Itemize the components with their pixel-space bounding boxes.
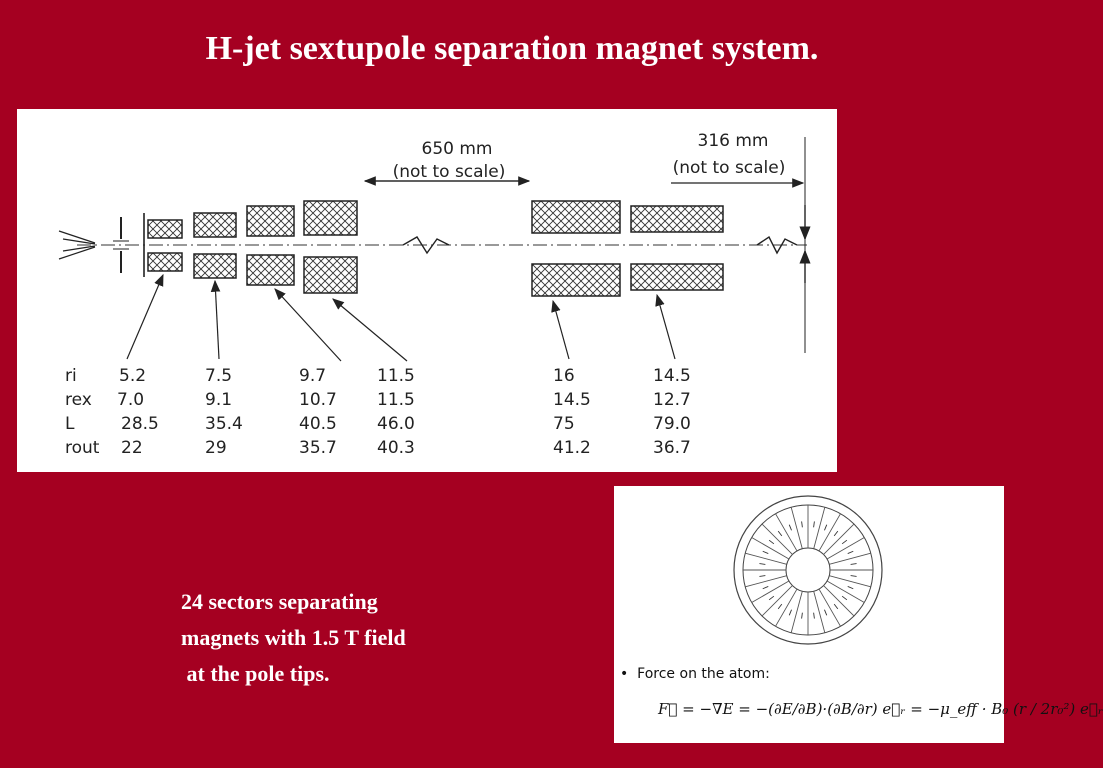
sector-divider [824, 586, 854, 616]
sector-spokes [743, 505, 873, 635]
field-arrow [763, 551, 769, 553]
field-arrow [802, 521, 803, 527]
field-arrow [834, 604, 838, 609]
cell: 22 [121, 438, 143, 458]
cell: 75 [553, 414, 575, 434]
cell: 14.5 [553, 390, 591, 410]
slide-title: H-jet sextupole separation magnet system. [205, 30, 819, 67]
row-label-L: L [65, 414, 75, 434]
field-arrow [759, 576, 765, 577]
cell: 41.2 [553, 438, 591, 458]
field-arrow [851, 564, 857, 565]
sector-divider [829, 553, 871, 564]
bullet-dot: • [620, 666, 638, 682]
dim1-note: (not to scale) [392, 162, 506, 182]
sector-divider [814, 507, 825, 549]
sector-magnet-panel [614, 486, 1103, 743]
field-arrow [789, 610, 791, 616]
dim1-value: 650 mm [421, 139, 493, 159]
sector-wheel [734, 496, 882, 644]
field-arrow [814, 613, 815, 619]
row-label-rout: rout [65, 438, 100, 458]
field-arrow [769, 540, 774, 544]
field-arrow [848, 551, 854, 553]
field-arrow [802, 613, 803, 619]
sector-divider [814, 591, 825, 633]
row-label-ri: ri [65, 366, 77, 386]
dim2-value: 316 mm [697, 131, 769, 151]
cell: 79.0 [653, 414, 691, 434]
cell: 11.5 [377, 390, 415, 410]
cell: 10.7 [299, 390, 337, 410]
cell: 35.7 [299, 438, 337, 458]
caption-line-3: at the pole tips. [181, 661, 330, 686]
sector-divider [791, 507, 802, 549]
field-arrow [763, 586, 769, 588]
field-arrow [842, 596, 847, 600]
dimension-650 [365, 139, 529, 182]
magnet-layout-diagram [17, 109, 837, 472]
field-arrow [834, 531, 838, 536]
cell: 11.5 [377, 366, 415, 386]
field-arrow [769, 596, 774, 600]
sector-divider [829, 576, 871, 587]
sector-divider [745, 553, 787, 564]
cell: 40.3 [377, 438, 415, 458]
dim2-note: (not to scale) [672, 158, 786, 178]
field-arrow [778, 531, 782, 536]
caption-line-1: 24 sectors separating [181, 589, 378, 614]
cell: 46.0 [377, 414, 415, 434]
dimension-316 [671, 131, 805, 353]
cell: 9.7 [299, 366, 327, 386]
magnet-6 [631, 206, 723, 290]
bore-circle [786, 548, 830, 592]
cell: 16 [553, 366, 575, 386]
field-arrow [789, 525, 791, 531]
field-arrow [778, 604, 782, 609]
magnet-5 [532, 201, 620, 296]
sector-divider [762, 586, 792, 616]
magnet-layout-svg [17, 109, 837, 472]
cell: 40.5 [299, 414, 337, 434]
sector-divider [762, 524, 792, 554]
field-arrow [759, 564, 765, 565]
cell: 36.7 [653, 438, 691, 458]
field-arrow [814, 521, 815, 527]
sector-magnet-svg [614, 486, 1004, 656]
caption-line-2: magnets with 1.5 T field [181, 625, 406, 650]
cell: 7.0 [117, 390, 145, 410]
magnet-4 [304, 201, 357, 293]
force-bullet-text: Force on the atom: [637, 666, 770, 682]
row-label-rex: rex [65, 390, 92, 410]
cell: 7.5 [205, 366, 233, 386]
force-bullet [620, 666, 770, 682]
field-arrow [851, 576, 857, 577]
cell: 5.2 [119, 366, 147, 386]
cell: 12.7 [653, 390, 691, 410]
cell: 14.5 [653, 366, 691, 386]
field-arrow [848, 586, 854, 588]
cell: 29 [205, 438, 227, 458]
cell: 9.1 [205, 390, 233, 410]
sector-divider [824, 524, 854, 554]
field-arrow [824, 525, 826, 531]
cell: 35.4 [205, 414, 243, 434]
sector-divider [791, 591, 802, 633]
sector-divider [745, 576, 787, 587]
field-arrow [842, 540, 847, 544]
field-arrow [824, 610, 826, 616]
force-formula: F⃗ = −∇E = −(∂E/∂B)·(∂B/∂r) e⃗ᵣ = −μ_eff · B₀ (r / 2r₀²) e⃗ᵣ [658, 700, 1103, 718]
cell: 28.5 [121, 414, 159, 434]
parameter-table [65, 366, 691, 458]
